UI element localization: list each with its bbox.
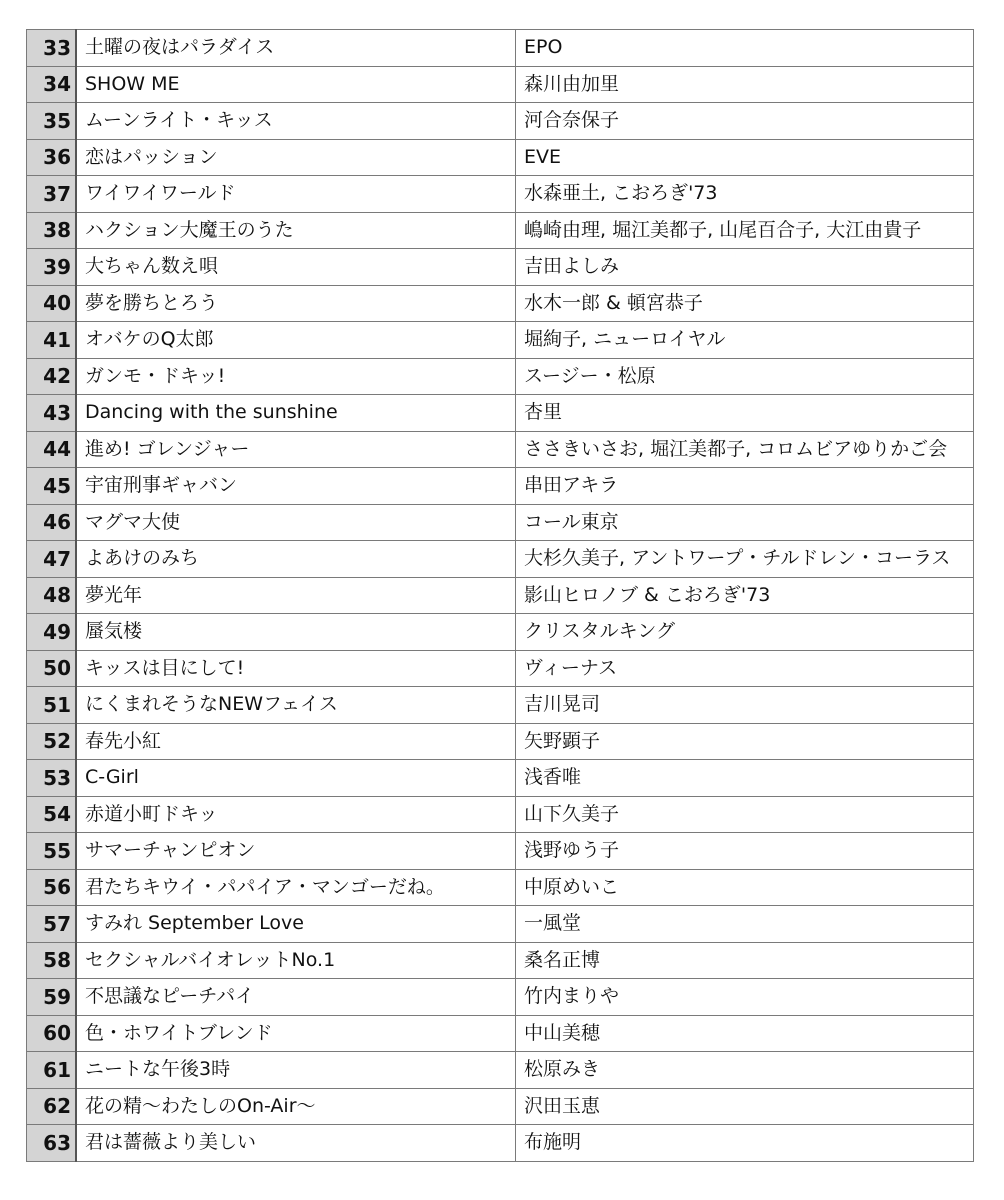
- song-title: 恋はパッション: [76, 139, 516, 176]
- table-row: [27, 760, 974, 797]
- artist-name: 沢田玉恵: [516, 1088, 974, 1125]
- song-title: 不思議なピーチパイ: [76, 979, 516, 1016]
- table-row: [27, 869, 974, 906]
- row-number: 49: [27, 614, 77, 651]
- artist-name: スージー・松原: [516, 358, 974, 395]
- table-row: [27, 285, 974, 322]
- table-row: [27, 66, 974, 103]
- song-title: 春先小紅: [76, 723, 516, 760]
- artist-name: 影山ヒロノブ & こおろぎ'73: [516, 577, 974, 614]
- table-row: [27, 541, 974, 578]
- song-title: ガンモ・ドキッ!: [76, 358, 516, 395]
- table-row: [27, 1052, 974, 1089]
- table-row: [27, 139, 974, 176]
- artist-name: クリスタルキング: [516, 614, 974, 651]
- song-title: 蜃気楼: [76, 614, 516, 651]
- row-number: 63: [27, 1125, 77, 1162]
- table-row: [27, 212, 974, 249]
- row-number: 36: [27, 139, 77, 176]
- row-number: 52: [27, 723, 77, 760]
- row-number: 44: [27, 431, 77, 468]
- artist-name: ささきいさお, 堀江美都子, コロムビアゆりかご会: [516, 431, 974, 468]
- artist-name: 布施明: [516, 1125, 974, 1162]
- row-number: 57: [27, 906, 77, 943]
- table-row: [27, 614, 974, 651]
- row-number: 55: [27, 833, 77, 870]
- song-title: 赤道小町ドキッ: [76, 796, 516, 833]
- row-number: 34: [27, 66, 77, 103]
- table-row: [27, 103, 974, 140]
- row-number: 42: [27, 358, 77, 395]
- song-title: ニートな午後3時: [76, 1052, 516, 1089]
- row-number: 33: [27, 30, 77, 67]
- artist-name: 矢野顕子: [516, 723, 974, 760]
- song-title: サマーチャンピオン: [76, 833, 516, 870]
- song-title: ハクション大魔王のうた: [76, 212, 516, 249]
- artist-name: EPO: [516, 30, 974, 67]
- artist-name: 中原めいこ: [516, 869, 974, 906]
- row-number: 59: [27, 979, 77, 1016]
- row-number: 61: [27, 1052, 77, 1089]
- song-title: 夢を勝ちとろう: [76, 285, 516, 322]
- artist-name: 竹内まりや: [516, 979, 974, 1016]
- song-title: 君たちキウイ・パパイア・マンゴーだね。: [76, 869, 516, 906]
- artist-name: 大杉久美子, アントワープ・チルドレン・コーラス: [516, 541, 974, 578]
- row-number: 40: [27, 285, 77, 322]
- table-row: [27, 395, 974, 432]
- row-number: 50: [27, 650, 77, 687]
- artist-name: 一風堂: [516, 906, 974, 943]
- artist-name: 松原みき: [516, 1052, 974, 1089]
- row-number: 54: [27, 796, 77, 833]
- artist-name: 森川由加里: [516, 66, 974, 103]
- artist-name: 桑名正博: [516, 942, 974, 979]
- song-title: 大ちゃん数え唄: [76, 249, 516, 286]
- song-title: すみれ September Love: [76, 906, 516, 943]
- song-title: C-Girl: [76, 760, 516, 797]
- table-row: [27, 249, 974, 286]
- artist-name: ヴィーナス: [516, 650, 974, 687]
- table-row: [27, 431, 974, 468]
- row-number: 53: [27, 760, 77, 797]
- song-title: オバケのQ太郎: [76, 322, 516, 359]
- artist-name: 吉田よしみ: [516, 249, 974, 286]
- song-title: キッスは目にして!: [76, 650, 516, 687]
- artist-name: EVE: [516, 139, 974, 176]
- song-title: Dancing with the sunshine: [76, 395, 516, 432]
- song-title: 色・ホワイトブレンド: [76, 1015, 516, 1052]
- row-number: 62: [27, 1088, 77, 1125]
- artist-name: 水木一郎 & 頓宮恭子: [516, 285, 974, 322]
- table-row: [27, 468, 974, 505]
- row-number: 48: [27, 577, 77, 614]
- table-row: [27, 1015, 974, 1052]
- row-number: 56: [27, 869, 77, 906]
- row-number: 39: [27, 249, 77, 286]
- table-row: [27, 979, 974, 1016]
- song-title: SHOW ME: [76, 66, 516, 103]
- artist-name: 嶋崎由理, 堀江美都子, 山尾百合子, 大江由貴子: [516, 212, 974, 249]
- table-row: [27, 1088, 974, 1125]
- table-row: [27, 358, 974, 395]
- row-number: 35: [27, 103, 77, 140]
- song-title: 花の精〜わたしのOn-Air〜: [76, 1088, 516, 1125]
- row-number: 37: [27, 176, 77, 213]
- table-row: [27, 796, 974, 833]
- song-title: 君は薔薇より美しい: [76, 1125, 516, 1162]
- song-title: よあけのみち: [76, 541, 516, 578]
- artist-name: 堀絢子, ニューロイヤル: [516, 322, 974, 359]
- row-number: 58: [27, 942, 77, 979]
- artist-name: 水森亜土, こおろぎ'73: [516, 176, 974, 213]
- table-row: [27, 30, 974, 67]
- row-number: 47: [27, 541, 77, 578]
- table-row: [27, 687, 974, 724]
- artist-name: 河合奈保子: [516, 103, 974, 140]
- table-row: [27, 322, 974, 359]
- song-title: セクシャルバイオレットNo.1: [76, 942, 516, 979]
- row-number: 45: [27, 468, 77, 505]
- row-number: 51: [27, 687, 77, 724]
- table-row: [27, 833, 974, 870]
- row-number: 60: [27, 1015, 77, 1052]
- song-title: にくまれそうなNEWフェイス: [76, 687, 516, 724]
- song-title: 宇宙刑事ギャバン: [76, 468, 516, 505]
- artist-name: 杏里: [516, 395, 974, 432]
- artist-name: 中山美穂: [516, 1015, 974, 1052]
- artist-name: 浅香唯: [516, 760, 974, 797]
- song-title: マグマ大使: [76, 504, 516, 541]
- row-number: 46: [27, 504, 77, 541]
- song-title: 土曜の夜はパラダイス: [76, 30, 516, 67]
- song-title: ムーンライト・キッス: [76, 103, 516, 140]
- artist-name: 串田アキラ: [516, 468, 974, 505]
- artist-name: 吉川晃司: [516, 687, 974, 724]
- row-number: 43: [27, 395, 77, 432]
- song-list-body: [27, 30, 974, 1162]
- artist-name: 山下久美子: [516, 796, 974, 833]
- song-title: 進め! ゴレンジャー: [76, 431, 516, 468]
- table-row: [27, 906, 974, 943]
- song-title: ワイワイワールド: [76, 176, 516, 213]
- row-number: 41: [27, 322, 77, 359]
- row-number: 38: [27, 212, 77, 249]
- table-row: [27, 723, 974, 760]
- table-row: [27, 176, 974, 213]
- table-row: [27, 650, 974, 687]
- table-row: [27, 1125, 974, 1162]
- table-row: [27, 577, 974, 614]
- song-list-table: [26, 29, 974, 1162]
- artist-name: コール東京: [516, 504, 974, 541]
- song-title: 夢光年: [76, 577, 516, 614]
- table-row: [27, 504, 974, 541]
- artist-name: 浅野ゆう子: [516, 833, 974, 870]
- table-row: [27, 942, 974, 979]
